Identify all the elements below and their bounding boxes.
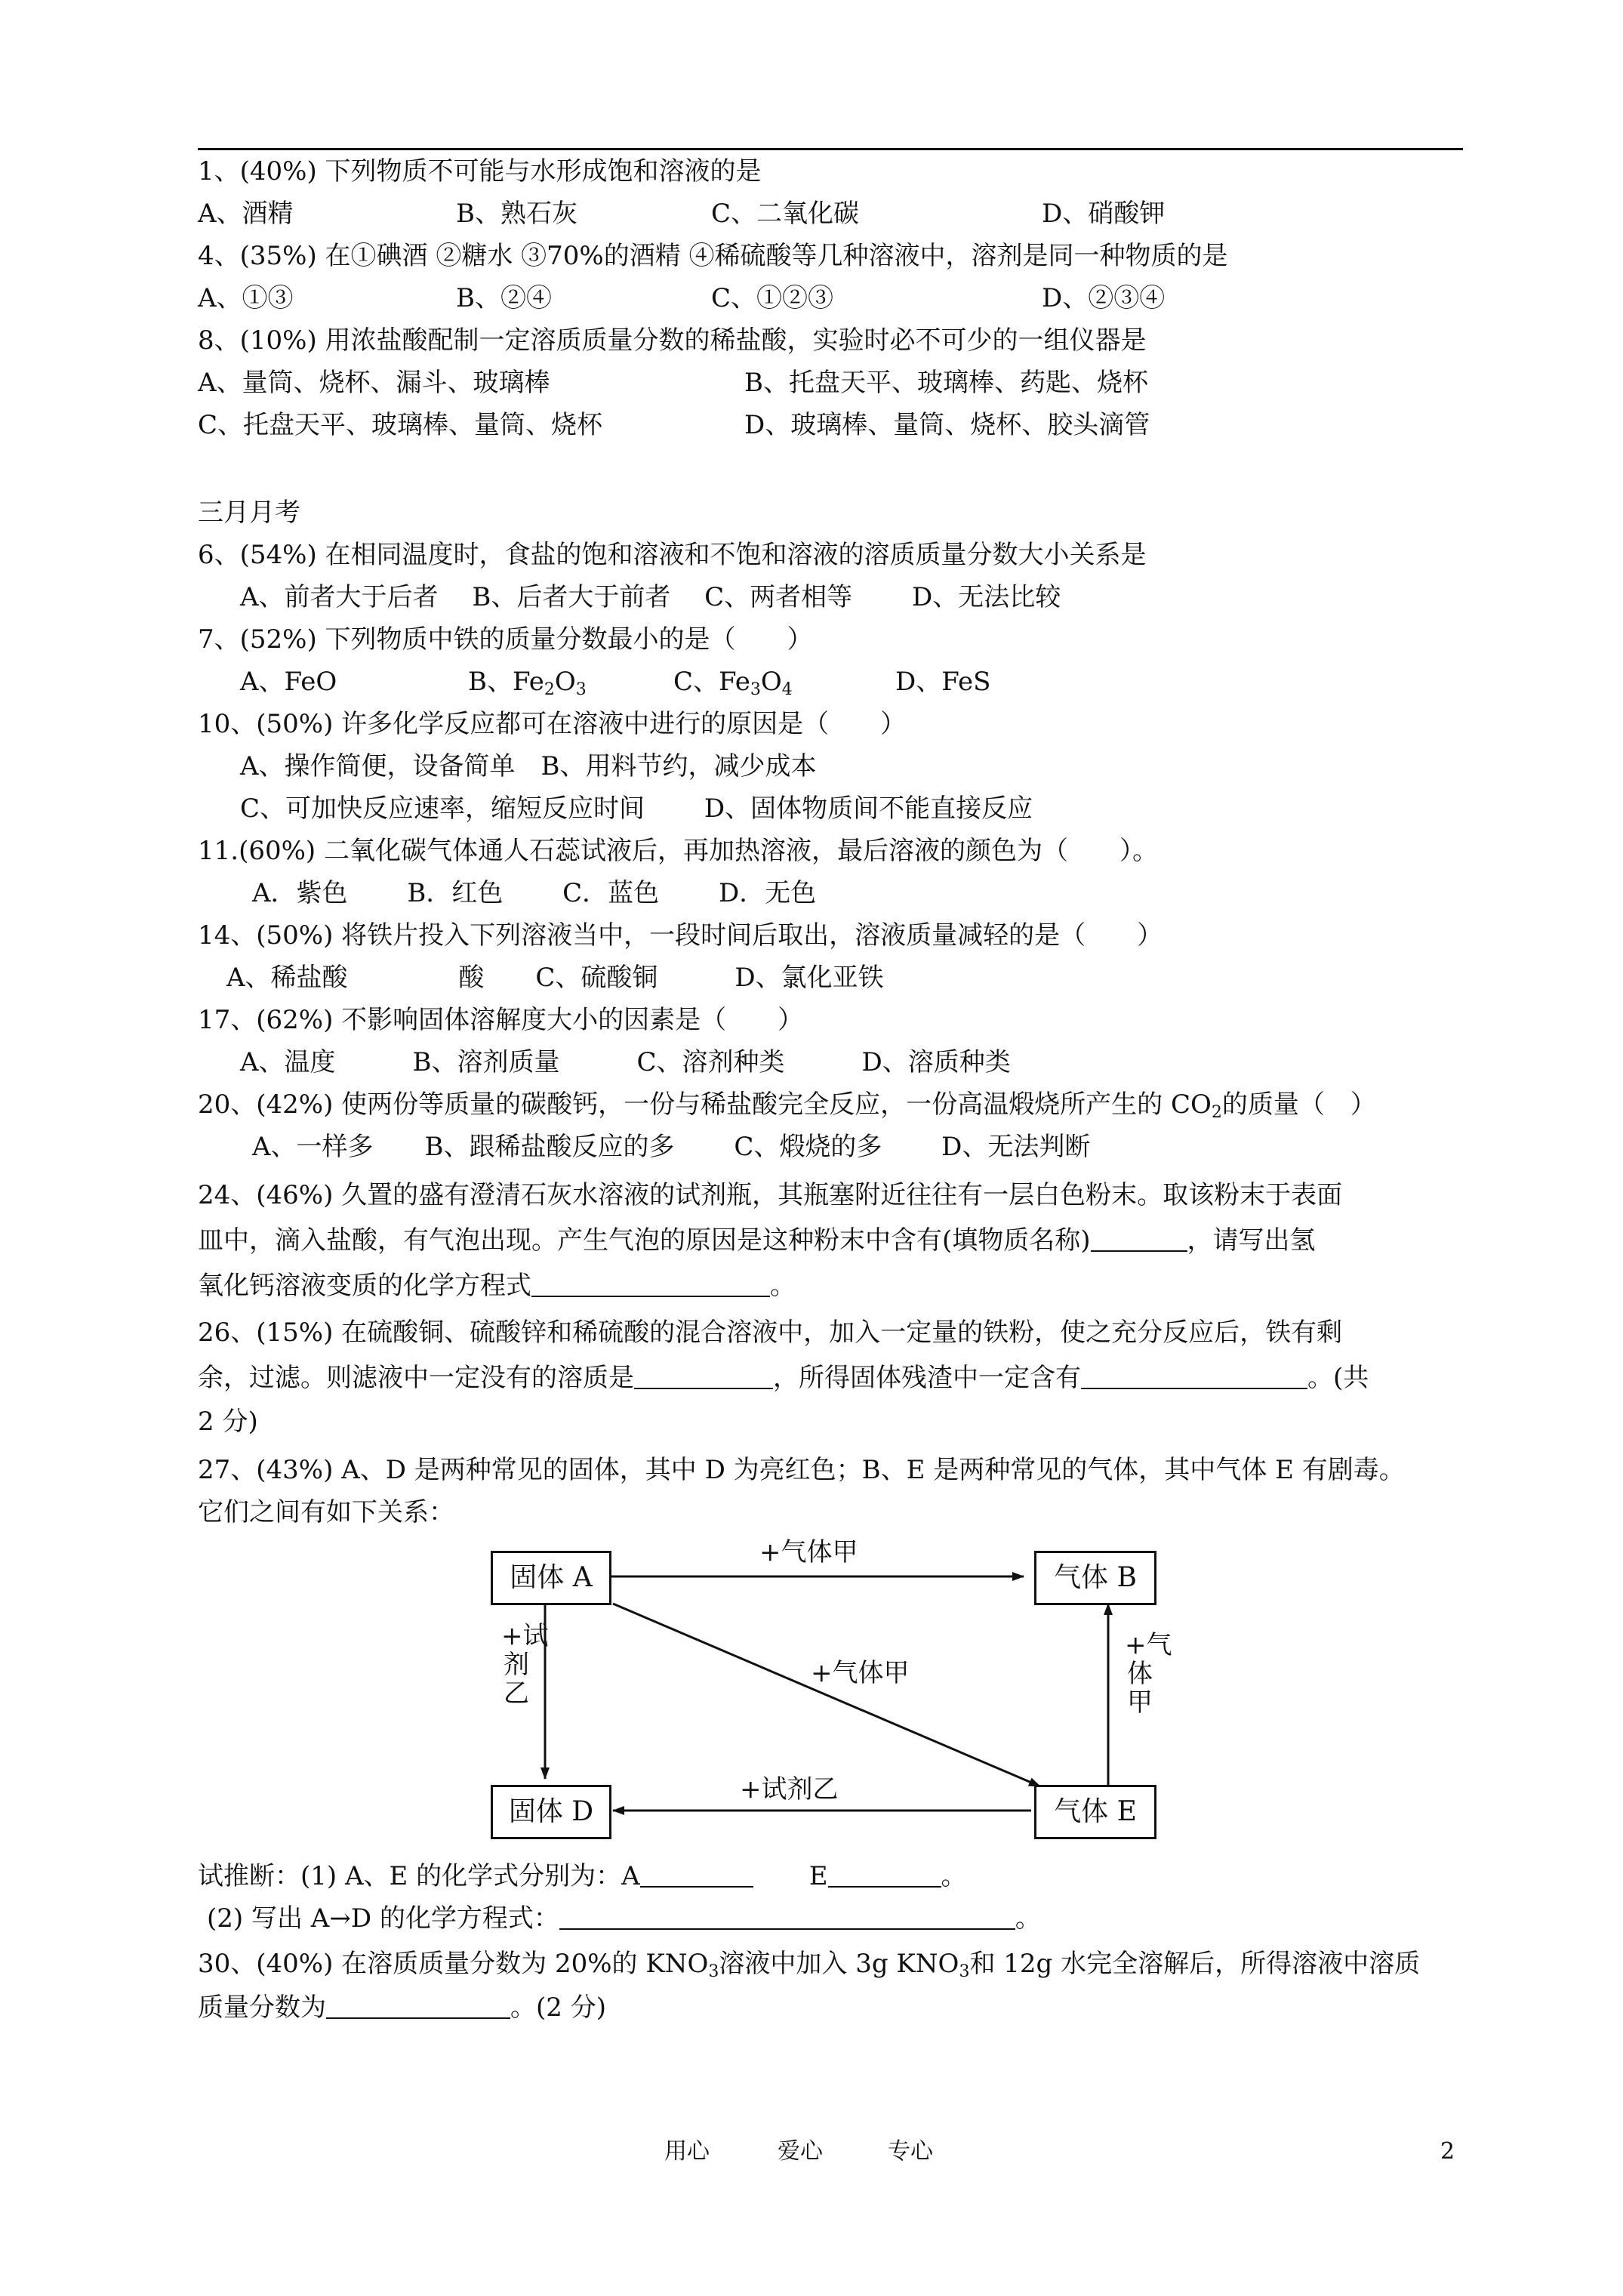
node-gas-e: 气体 E [1034,1785,1156,1839]
q8-option-a: A、量筒、烧杯、漏斗、玻璃棒 [198,368,550,398]
question-24-line-3: 氧化钙溶液变质的化学方程式 。 [198,1268,796,1303]
node-solid-d: 固体 D [491,1785,611,1839]
label-a-to-d: +试剂乙 [501,1621,549,1709]
question-26-line-1: 26、(15%) 在硫酸铜、硫酸锌和稀硫酸的混合溶液中，加入一定量的铁粉，使之充分反应后，铁有剩 [198,1318,1343,1348]
q8-option-b: B、托盘天平、玻璃棒、药匙、烧杯 [744,368,1148,398]
page-number: 2 [1440,2138,1455,2165]
question-8: 8、(10%) 用浓盐酸配制一定溶质质量分数的稀盐酸，实验时必不可少的一组仪器是 [198,325,1147,356]
q11-options: A．紫色 B．红色 C．蓝色 D．无色 [252,878,817,908]
label-a-to-e: +气体甲 [811,1658,910,1688]
label-a-to-b: +气体甲 [759,1537,858,1567]
question-1: 1、(40%) 下列物质不可能与水形成饱和溶液的是 [198,156,762,186]
q7-option-d: D、FeS [895,667,991,697]
q8-option-d: D、玻璃棒、量筒、烧杯、胶头滴管 [744,410,1150,440]
question-26-line-3: 2 分) [198,1407,258,1437]
arrow-a-to-e [613,1604,1040,1786]
question-6: 6、(54%) 在相同温度时，食盐的饱和溶液和不饱和溶液的溶质质量分数大小关系是 [198,540,1147,570]
answer-blank[interactable] [828,1859,941,1888]
question-26-line-2: 余，过滤。则滤液中一定没有的溶质是 ，所得固体残渣中一定含有 。(共 [198,1361,1369,1395]
answer-blank[interactable] [559,1901,1015,1930]
footer-word-2: 爱心 [778,2138,823,2165]
question-27-line-2: 它们之间有如下关系： [198,1497,454,1527]
question-11: 11.(60%) 二氧化碳气体通人石蕊试液后，再加热溶液，最后溶液的颜色为（ ）。 [198,836,1158,866]
label-e-to-b: +气体甲 [1125,1630,1172,1718]
question-24-line-2: 皿中，滴入盐酸，有气泡出现。产生气泡的原因是这种粉末中含有(填物质名称) ，请写出氢 [198,1223,1316,1258]
q1-option-d: D、硝酸钾 [1042,199,1166,229]
question-7: 7、(52%) 下列物质中铁的质量分数最小的是（ ） [198,624,813,655]
footer-word-1: 用心 [664,2138,710,2165]
question-27-part-2: (2) 写出 A→D 的化学方程式： 。 [207,1901,1041,1936]
q7-option-c: C、$Fe_3O_4$ [673,667,793,699]
answer-blank[interactable] [640,1859,753,1888]
q4-option-b: B、②④ [456,283,552,313]
q6-options: A、前者大于后者 B、后者大于前者 C、两者相等 D、无法比较 [240,582,1061,612]
q10-options-cd: C、可加快反应速率，缩短反应时间 D、固体物质间不能直接反应 [240,794,1033,824]
question-27-line-1: 27、(43%) A、D 是两种常见的固体，其中 D 为亮红色；B、E 是两种常见的气体，其中气体 E 有剧毒。 [198,1455,1405,1485]
answer-blank[interactable] [326,1990,510,2019]
q7-option-b: B、$Fe_2O_3$ [468,667,587,699]
q7-option-a: A、FeO [240,667,337,697]
q10-options-ab: A、操作简便，设备简单 B、用料节约，减少成本 [240,751,817,781]
footer-word-3: 专心 [888,2138,933,2165]
q1-option-a: A、酒精 [198,199,294,229]
q1-option-c: C、二氧化碳 [711,199,860,229]
q14-options: A、稀盐酸 酸 C、硫酸铜 D、氯化亚铁 [226,963,884,993]
question-27-part-1: 试推断：(1) A、E 的化学式分别为：A E 。 [198,1859,967,1894]
q4-option-c: C、①②③ [711,283,834,313]
question-30-line-1: 30、(40%) 在溶质质量分数为 20%的 $KNO_3$溶液中加入 3g $KNO_3$和 12g 水完全溶解后，所得溶液中溶质 [198,1949,1421,1981]
question-20: 20、(42%) 使两份等质量的碳酸钙，一份与稀盐酸完全反应，一份高温煅烧所产生的 $CO_2$的质量（ ） [198,1089,1376,1122]
q8-option-c: C、托盘天平、玻璃棒、量筒、烧杯 [198,410,603,440]
q4-option-d: D、②③④ [1042,283,1166,313]
node-gas-b: 气体 B [1034,1551,1156,1605]
question-10: 10、(50%) 许多化学反应都可在溶液中进行的原因是（ ） [198,709,907,739]
q4-option-a: A、①③ [198,283,294,313]
label-e-to-d: +试剂乙 [740,1774,839,1804]
question-17: 17、(62%) 不影响固体溶解度大小的因素是（ ） [198,1005,804,1035]
question-30-line-2: 质量分数为 。(2 分) [198,1990,606,2025]
q1-option-b: B、熟石灰 [456,199,577,229]
section-title: 三月月考 [198,498,300,528]
q20-options: A、一样多 B、跟稀盐酸反应的多 C、煅烧的多 D、无法判断 [252,1132,1091,1162]
node-solid-a: 固体 A [491,1551,611,1605]
question-24-line-1: 24、(46%) 久置的盛有澄清石灰水溶液的试剂瓶，其瓶塞附近往往有一层白色粉末。取该粉末于表面 [198,1180,1343,1210]
q17-options: A、温度 B、溶剂质量 C、溶剂种类 D、溶质种类 [240,1047,1011,1077]
question-14: 14、(50%) 将铁片投入下列溶液当中，一段时间后取出，溶液质量减轻的是（ ） [198,920,1163,951]
question-4: 4、(35%) 在①碘酒 ②糖水 ③70%的酒精 ④稀硫酸等几种溶液中，溶剂是同一种物质的是 [198,241,1228,271]
